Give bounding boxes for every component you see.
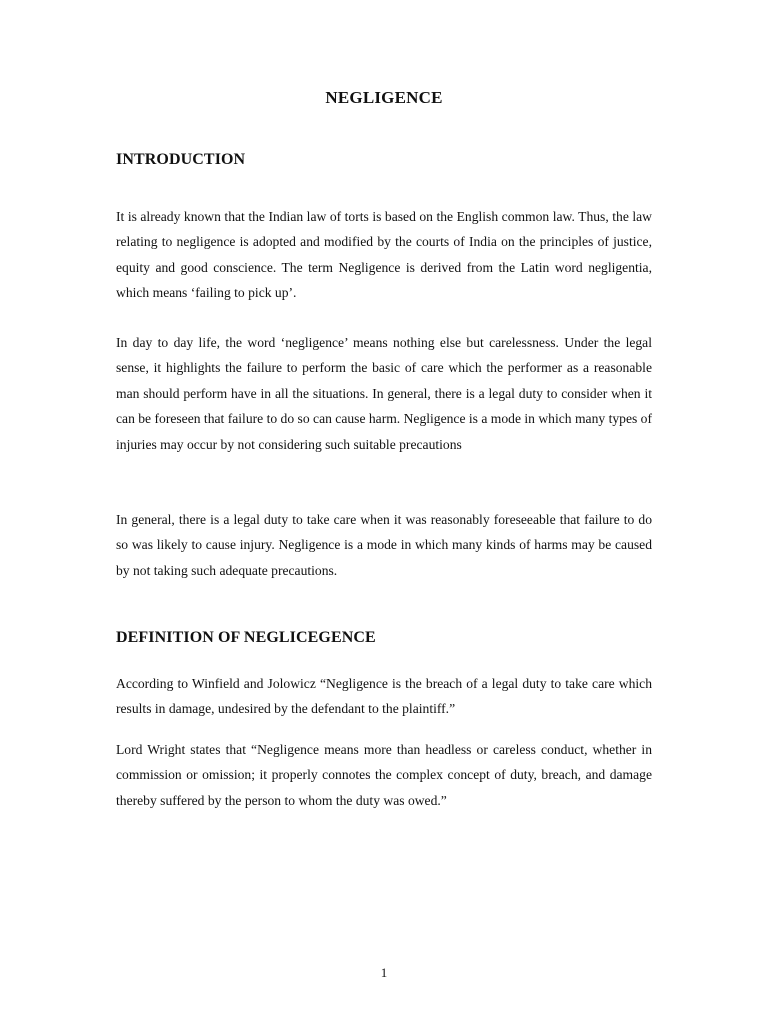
intro-paragraph-1: It is already known that the Indian law of torts is based on the English common law. Thus, the law relating to negligence is adopted and modified by the courts of India on the principles of justice, equity and good conscience. The term Negligence is derived from the Latin word negligentia, which means ‘failing to pick up’. xyxy=(116,209,652,301)
definition-paragraph-1: According to Winfield and Jolowicz “Negligence is the breach of a legal duty to take care which results in damage, undesired by the defendant to the plaintiff.” xyxy=(116,676,652,717)
section-heading-definition: DEFINITION OF NEGLICEGENCE xyxy=(116,629,376,646)
page-number: 1 xyxy=(380,965,388,980)
intro-paragraph-3: In general, there is a legal duty to take care when it was reasonably foreseeable that failure to do so was likely to cause injury. Negligence is a mode in which many kinds of harms may be caused by not taking such adequate precautions. xyxy=(116,512,652,578)
intro-paragraph-2: In day to day life, the word ‘negligence’ means nothing else but carelessness. Under the legal sense, it highlights the failure to perform the basic of care which the performer as a reasonable man should perform have in all the situations. In general, there is a legal duty to consider when it can be foreseen that failure to do so can cause harm. Negligence is a mode in which many types of injuries may occur by not considering such suitable precautions xyxy=(116,335,653,452)
section-heading-introduction: INTRODUCTION xyxy=(116,151,246,168)
definition-paragraph-2: Lord Wright states that “Negligence means more than headless or careless conduct, whether in commission or omission; it properly connotes the complex concept of duty, breach, and damage thereby suffered by the person to whom the duty was owed.” xyxy=(116,742,652,808)
document-title: NEGLIGENCE xyxy=(325,88,443,107)
